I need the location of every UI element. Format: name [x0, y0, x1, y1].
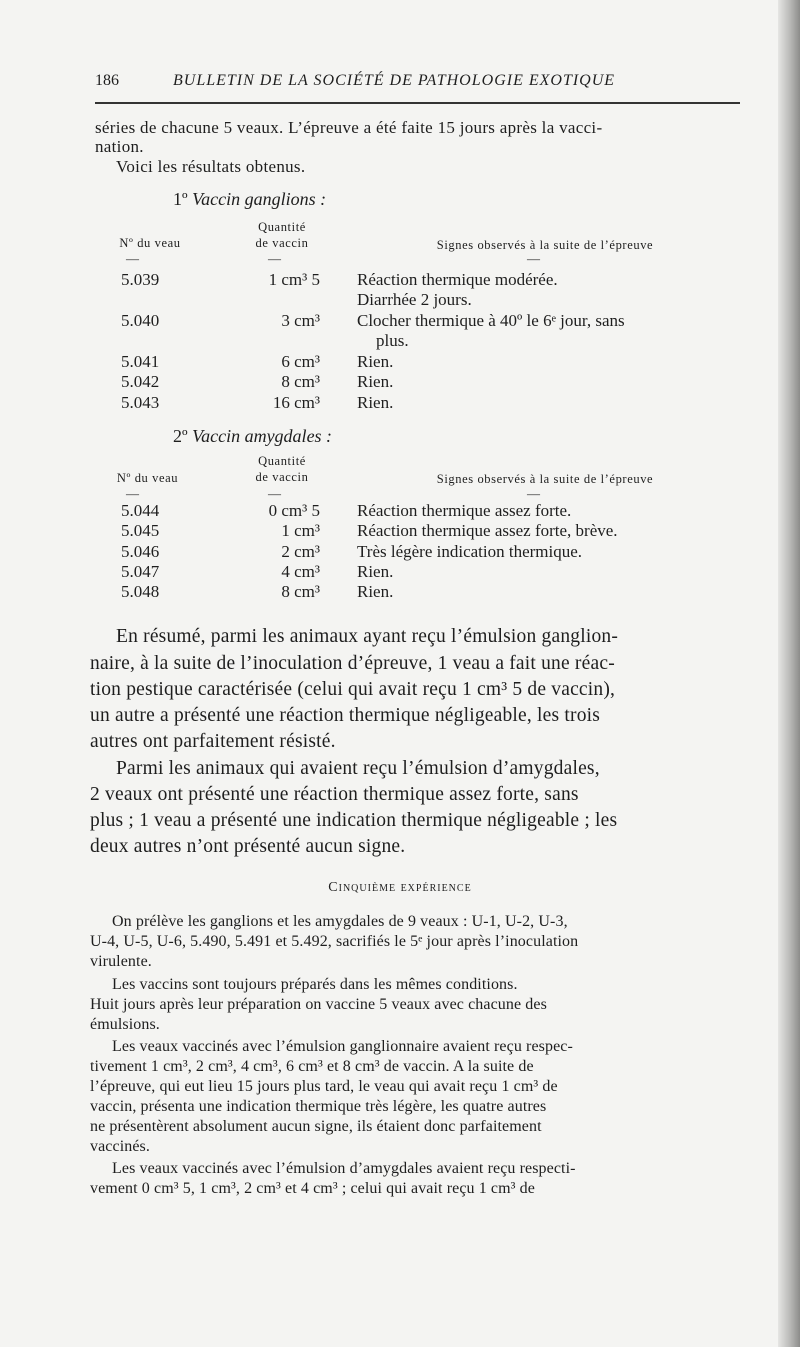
table1-row — [0, 352, 800, 374]
experiment-line: Les veaux vaccinés avec l’émulsion d’amygdales avaient reçu respecti- — [112, 1160, 576, 1177]
table1-title-text: Vaccin ganglions : — [192, 189, 327, 209]
summary-line: tion pestique caractérisée (celui qui avait reçu 1 cm³ 5 de vaccin), — [90, 679, 616, 700]
experiment-line: Les veaux vaccinés avec l’émulsion ganglionnaire avaient reçu respec- — [112, 1038, 573, 1055]
observed-signs: Très légère indication thermique. — [357, 542, 583, 561]
experiment-line: On prélève les ganglions et les amygdales de 9 veaux : U-1, U-2, U-3, — [112, 913, 568, 930]
vaccine-quantity: 8 cm³ — [281, 372, 320, 391]
calf-number: 5.047 — [121, 562, 160, 581]
experiment-line: émulsions. — [90, 1016, 160, 1033]
table1-col-id: Nº du veau — [119, 236, 181, 250]
table1-row — [0, 331, 800, 353]
experiment-line: vaccin, présenta une indication thermique très légère, les quatre autres — [90, 1098, 547, 1115]
observed-signs: Diarrhée 2 jours. — [357, 290, 472, 309]
table1-row — [0, 311, 800, 333]
table1-row — [0, 372, 800, 394]
table2-row — [0, 562, 800, 584]
observed-signs: Rien. — [357, 393, 394, 412]
calf-number: 5.042 — [121, 372, 160, 391]
experiment-line: vement 0 cm³ 5, 1 cm³, 2 cm³ et 4 cm³ ; celui qui avait reçu 1 cm³ de — [90, 1180, 535, 1197]
vaccine-quantity: 16 cm³ — [272, 393, 320, 412]
running-title: BULLETIN DE LA SOCIÉTÉ DE PATHOLOGIE EXOTIQUE — [173, 72, 616, 89]
calf-number: 5.045 — [121, 521, 160, 540]
table1-dash: — — [126, 251, 139, 266]
experiment-line: virulente. — [90, 953, 152, 970]
table2-col-id: Nº du veau — [116, 471, 179, 485]
table2-row — [0, 582, 800, 604]
observed-signs: plus. — [376, 331, 409, 350]
observed-signs: Rien. — [357, 562, 394, 581]
header-rule — [95, 102, 740, 104]
experiment-line: Les vaccins sont toujours préparés dans les mêmes conditions. — [112, 976, 518, 993]
table2-title-text: Vaccin amygdales : — [192, 426, 333, 446]
table1-title — [173, 189, 326, 210]
table2-dash: — — [268, 486, 281, 501]
calf-number: 5.044 — [121, 501, 160, 520]
table1-row — [0, 393, 800, 415]
observed-signs: Rien. — [357, 372, 394, 391]
experiment-line: ne présentèrent absolument aucun signe, ils étaient donc parfaitement — [90, 1118, 542, 1135]
experiment-line: l’épreuve, qui eut lieu 15 jours plus tard, le veau qui avait reçu 1 cm³ de — [90, 1078, 558, 1095]
vaccine-quantity: 4 cm³ — [281, 562, 320, 581]
observed-signs: Réaction thermique assez forte. — [357, 501, 572, 520]
table2-col-qty-line2: de vaccin — [255, 470, 309, 484]
summary-line: autres ont parfaitement résisté. — [90, 731, 336, 752]
experiment-line: Huit jours après leur préparation on vaccine 5 veaux avec chacune des — [90, 996, 547, 1013]
table1-title-number: 1º — [173, 189, 188, 209]
vaccine-quantity: 6 cm³ — [281, 352, 320, 371]
section-heading: Cinquième expérience — [328, 880, 472, 895]
calf-number: 5.040 — [121, 311, 160, 330]
summary-line: un autre a présenté une réaction thermique négligeable, les trois — [90, 705, 601, 726]
experiment-line: vaccinés. — [90, 1138, 150, 1155]
calf-number: 5.043 — [121, 393, 160, 412]
table2-row — [0, 542, 800, 564]
table1-dash: — — [527, 251, 540, 266]
experiment-line: tivement 1 cm³, 2 cm³, 4 cm³, 6 cm³ et 8 cm³ de vaccin. A la suite de — [90, 1058, 534, 1075]
summary-line: 2 veaux ont présenté une réaction thermique assez forte, sans — [90, 784, 579, 805]
table2-title-number: 2º — [173, 426, 188, 446]
calf-number: 5.046 — [121, 542, 160, 561]
calf-number: 5.039 — [121, 270, 160, 289]
page-number: 186 — [95, 72, 119, 89]
vaccine-quantity: 1 cm³ 5 — [268, 270, 320, 289]
calf-number: 5.041 — [121, 352, 160, 371]
intro-line: Voici les résultats obtenus. — [116, 157, 306, 176]
table1-row — [0, 270, 800, 292]
summary-line: naire, à la suite de l’inoculation d’épreuve, 1 veau a fait une réac- — [90, 653, 615, 674]
observed-signs: Réaction thermique assez forte, brève. — [357, 521, 618, 540]
page-header — [95, 72, 740, 96]
table2-dash: — — [126, 486, 139, 501]
table1-row — [0, 290, 800, 312]
table2-dash: — — [527, 486, 540, 501]
observed-signs: Réaction thermique modérée. — [357, 270, 558, 289]
table2-title — [173, 426, 332, 447]
observed-signs: Clocher thermique à 40º le 6ᵉ jour, sans — [357, 311, 625, 330]
summary-line: deux autres n’ont présenté aucun signe. — [90, 836, 406, 857]
vaccine-quantity: 8 cm³ — [281, 582, 320, 601]
experiment-line: U-4, U-5, U-6, 5.490, 5.491 et 5.492, sacrifiés le 5ᵉ jour après l’inoculation — [90, 933, 579, 950]
vaccine-quantity: 2 cm³ — [281, 542, 320, 561]
summary-line: En résumé, parmi les animaux ayant reçu l’émulsion ganglion- — [116, 626, 619, 647]
vaccine-quantity: 0 cm³ 5 — [268, 501, 320, 520]
observed-signs: Rien. — [357, 352, 394, 371]
table1-col-sign: Signes observés à la suite de l’épreuve — [436, 238, 654, 252]
summary-line: plus ; 1 veau a présenté une indication thermique négligeable ; les — [90, 810, 618, 831]
vaccine-quantity: 3 cm³ — [281, 311, 320, 330]
observed-signs: Rien. — [357, 582, 394, 601]
calf-number: 5.048 — [121, 582, 160, 601]
intro-line: nation. — [95, 137, 144, 156]
table2-row — [0, 521, 800, 543]
table1-dash: — — [268, 251, 281, 266]
table2-col-qty-line1: Quantité — [258, 454, 306, 468]
intro-line: séries de chacune 5 veaux. L’épreuve a été faite 15 jours après la vacci- — [95, 118, 603, 137]
table1-col-qty-line2: de vaccin — [255, 236, 309, 250]
table1-col-qty-line1: Quantité — [258, 220, 306, 234]
vaccine-quantity: 1 cm³ — [281, 521, 320, 540]
summary-line: Parmi les animaux qui avaient reçu l’émulsion d’amygdales, — [116, 758, 600, 779]
table2-col-sign: Signes observés à la suite de l’épreuve — [436, 472, 654, 486]
table2-row — [0, 501, 800, 523]
